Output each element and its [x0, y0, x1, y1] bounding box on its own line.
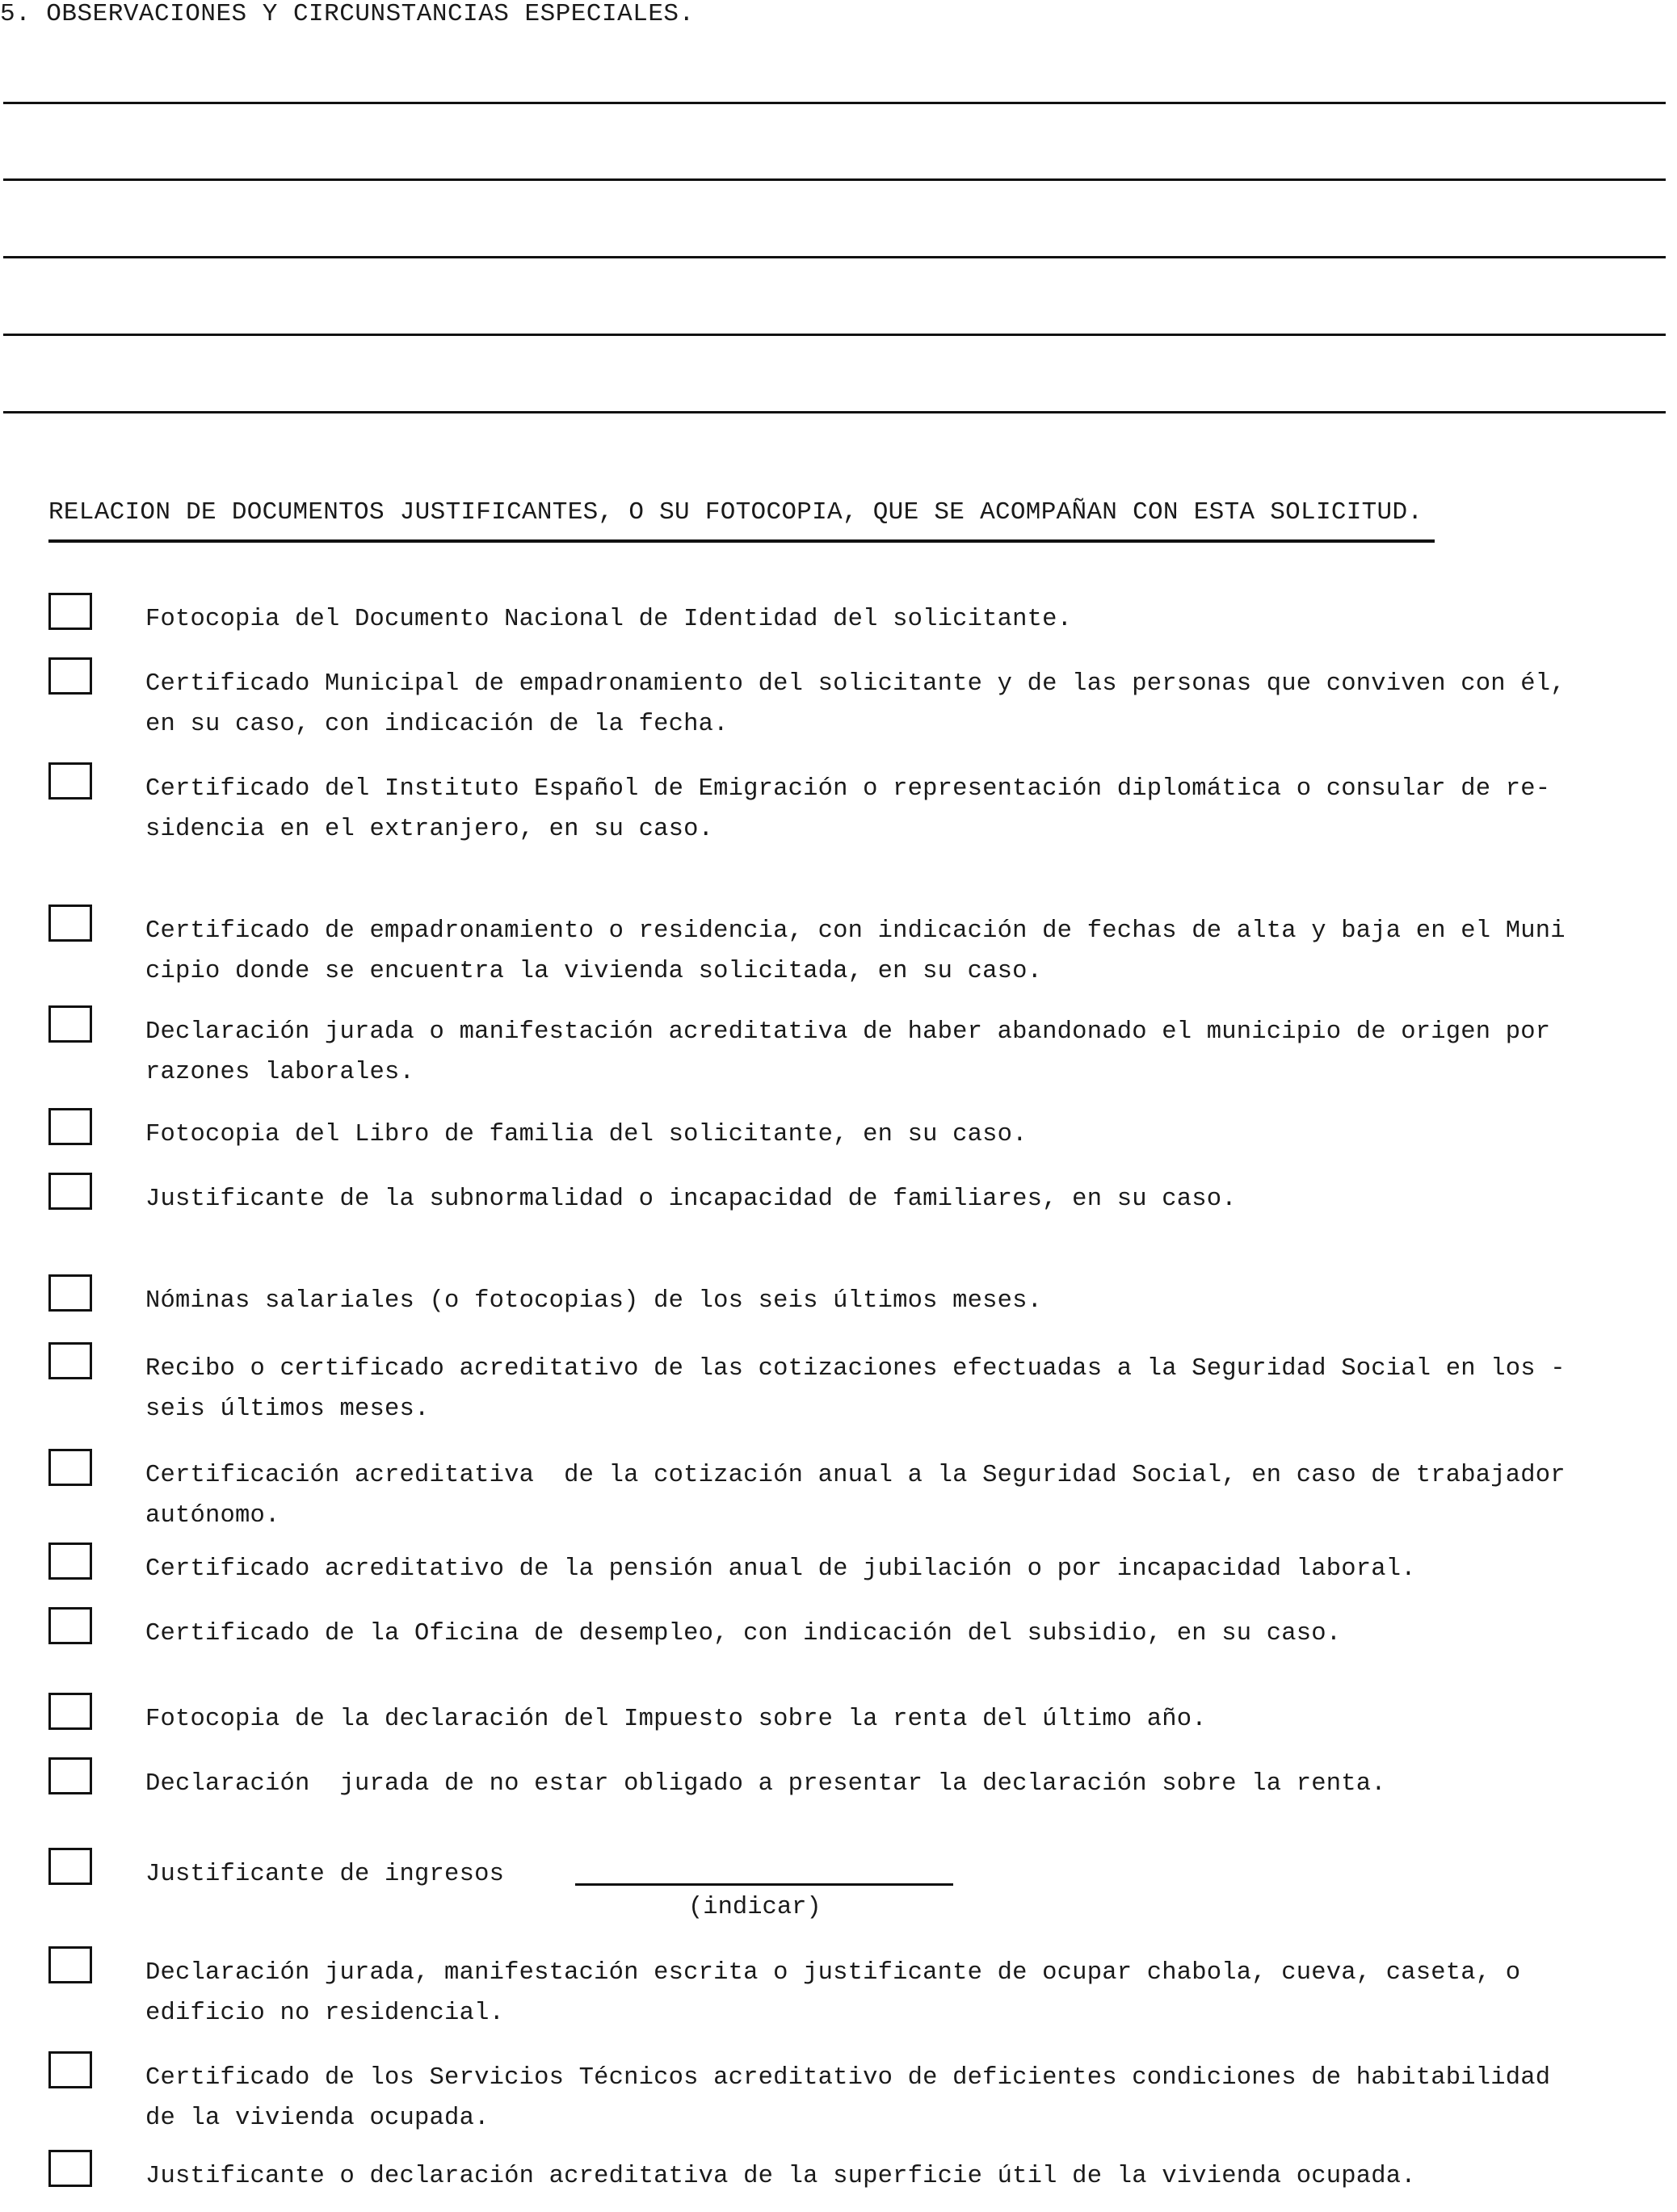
checkbox[interactable] — [48, 1005, 92, 1043]
document-label: Declaración jurada de no estar obligado a presentar la declaración sobre la renta. — [145, 1770, 1386, 1798]
document-label: Certificado de empadronamiento o residencia, con indicación de fechas de alta y baja en el Muni cipio donde se encuentra la vivienda solicitada, en su caso. — [145, 917, 1566, 985]
checkbox[interactable] — [48, 2150, 92, 2187]
observations-line-2[interactable] — [3, 178, 1666, 181]
observations-line-4[interactable] — [3, 334, 1666, 336]
document-label: Certificado de los Servicios Técnicos acreditativo de deficientes condiciones de habitabilidad de la vivienda ocupada. — [145, 2064, 1551, 2132]
checkbox[interactable] — [48, 1757, 92, 1794]
documents-heading: RELACION DE DOCUMENTOS JUSTIFICANTES, O SU FOTOCOPIA, QUE SE ACOMPAÑAN CON ESTA SOLICITUD. — [48, 498, 1423, 527]
document-label: Certificado Municipal de empadronamiento del solicitante y de las personas que conviven con él, en su caso, con indicación de la fecha. — [145, 670, 1566, 738]
checkbox[interactable] — [48, 905, 92, 942]
document-label: Certificado acreditativo de la pensión anual de jubilación o por incapacidad laboral. — [145, 1555, 1416, 1583]
checkbox[interactable] — [48, 657, 92, 695]
document-label: Fotocopia de la declaración del Impuesto sobre la renta del último año. — [145, 1706, 1207, 1733]
checkbox[interactable] — [48, 1946, 92, 1983]
document-label: Justificante o declaración acreditativa de la superficie útil de la vivienda ocupada. — [145, 2163, 1416, 2190]
observations-line-3[interactable] — [3, 256, 1666, 258]
observations-line-5[interactable] — [3, 411, 1666, 413]
heading-underline — [48, 539, 1435, 543]
document-label: Certificación acreditativa de la cotización anual a la Seguridad Social, en caso de trabajador autónomo. — [145, 1462, 1566, 1530]
checkbox[interactable] — [48, 593, 92, 630]
section-title: 5. OBSERVACIONES Y CIRCUNSTANCIAS ESPECIALES. — [0, 0, 695, 28]
income-hint: (indicar) — [688, 1894, 822, 1921]
checkbox[interactable] — [48, 1848, 92, 1885]
document-label: Fotocopia del Libro de familia del solicitante, en su caso. — [145, 1121, 1028, 1148]
checkbox[interactable] — [48, 1449, 92, 1486]
checkbox[interactable] — [48, 1108, 92, 1145]
checkbox[interactable] — [48, 1607, 92, 1644]
checkbox[interactable] — [48, 1274, 92, 1312]
document-label: Certificado del Instituto Español de Emigración o representación diplomática o consular de re- sidencia en el extranjero, en su caso. — [145, 775, 1551, 843]
document-label: Nóminas salariales (o fotocopias) de los seis últimos meses. — [145, 1287, 1043, 1315]
checkbox[interactable] — [48, 1342, 92, 1379]
checkbox[interactable] — [48, 1693, 92, 1730]
document-label: Justificante de ingresos — [145, 1861, 505, 1888]
document-label: Certificado de la Oficina de desempleo, con indicación del subsidio, en su caso. — [145, 1620, 1342, 1647]
checkbox[interactable] — [48, 1173, 92, 1210]
document-label: Fotocopia del Documento Nacional de Identidad del solicitante. — [145, 606, 1073, 633]
income-input-line[interactable] — [575, 1883, 953, 1886]
checkbox[interactable] — [48, 1543, 92, 1580]
checkbox[interactable] — [48, 762, 92, 800]
observations-line-1[interactable] — [3, 102, 1666, 104]
document-label: Declaración jurada o manifestación acreditativa de haber abandonado el municipio de origen por razones laborales. — [145, 1018, 1551, 1086]
document-label: Recibo o certificado acreditativo de las cotizaciones efectuadas a la Seguridad Social en los - seis últimos meses. — [145, 1355, 1566, 1423]
document-label: Declaración jurada, manifestación escrita o justificante de ocupar chabola, cueva, caseta, o edificio no residencial. — [145, 1959, 1521, 2027]
document-label: Justificante de la subnormalidad o incapacidad de familiares, en su caso. — [145, 1186, 1237, 1213]
checkbox[interactable] — [48, 2051, 92, 2088]
